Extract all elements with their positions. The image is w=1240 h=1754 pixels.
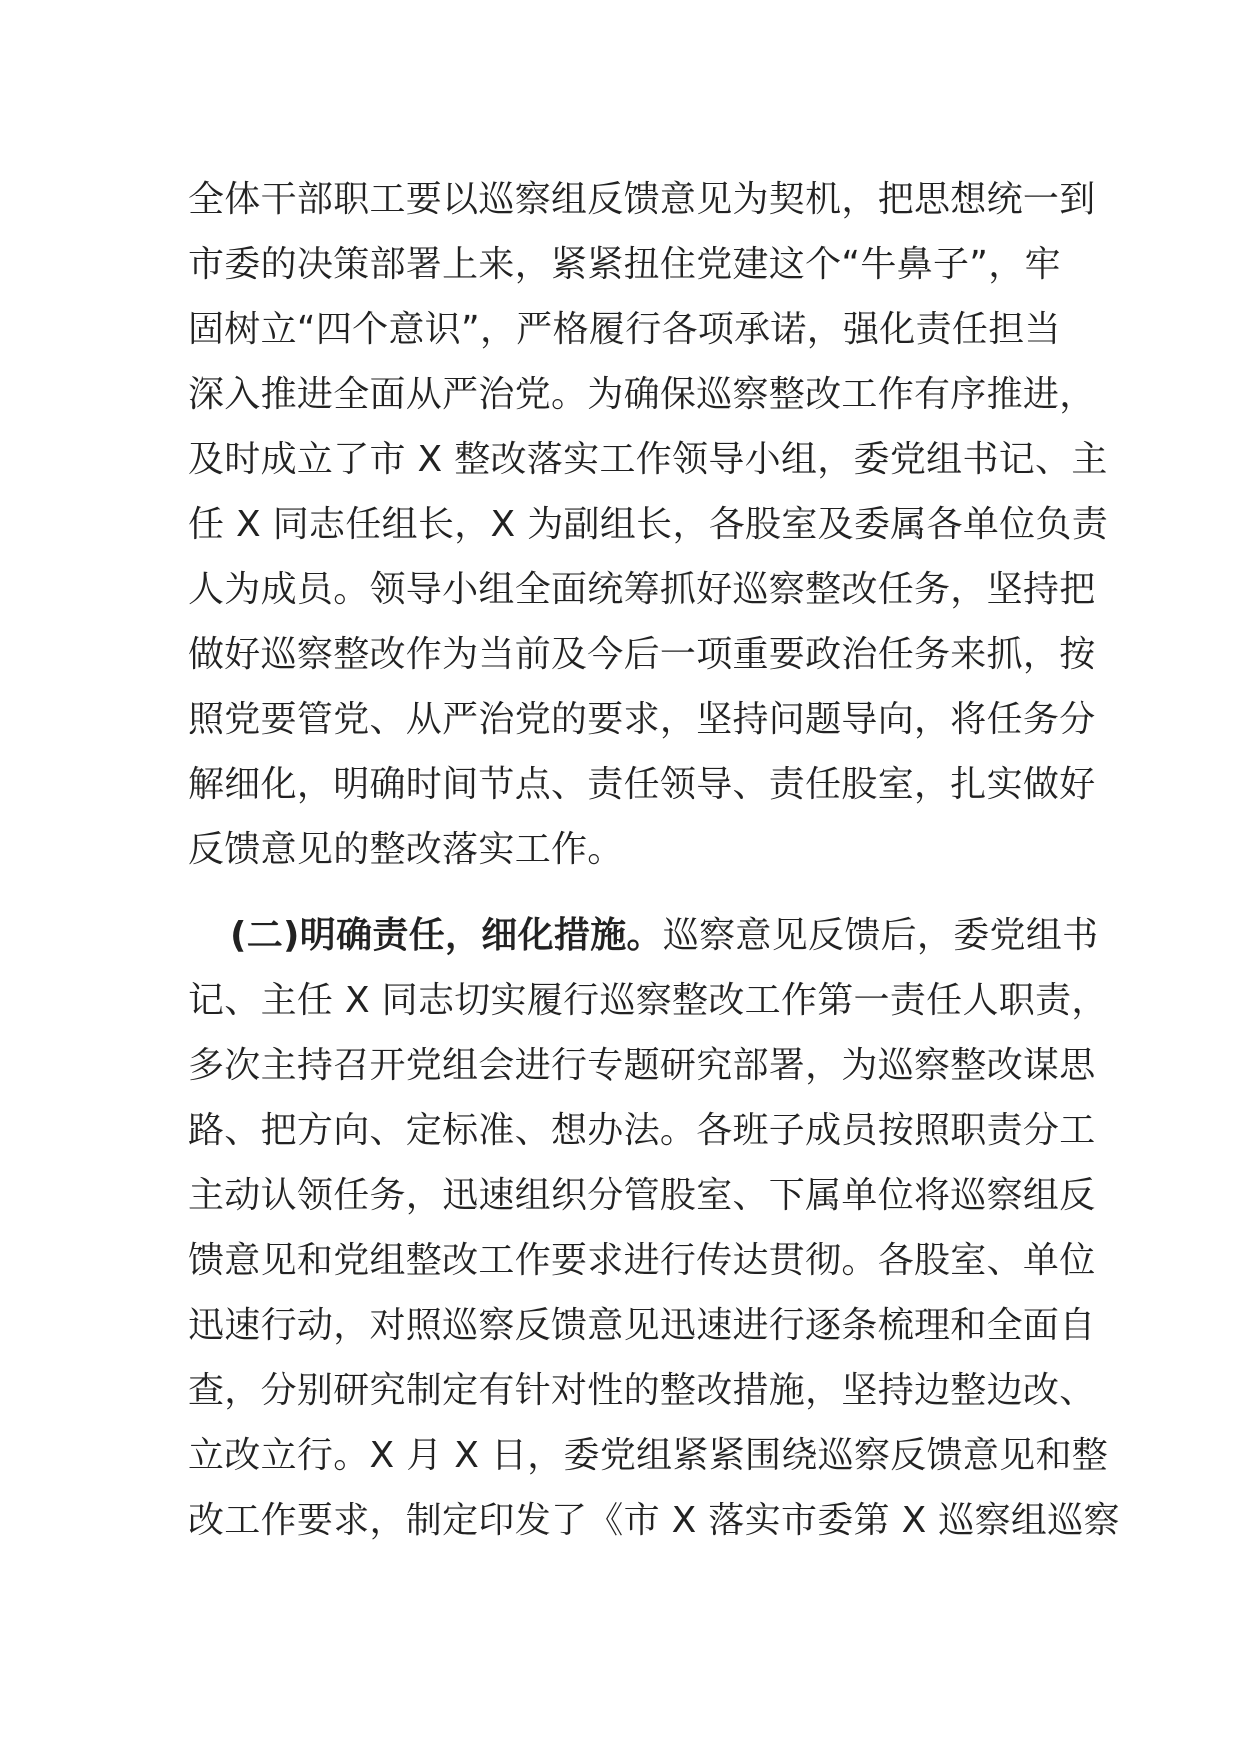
paragraph-line: 解细化，明确时间节点、责任领导、责任股室，扎实做好 — [188, 764, 1096, 805]
paragraph-line-text: 巡察意见反馈后，委党组书 — [662, 915, 1099, 956]
paragraph-line: 查，分别研究制定有针对性的整改措施，坚持边整边改、 — [188, 1370, 1096, 1411]
paragraph-line: 及时成立了市 X 整改落实工作领导小组，委党组书记、主 — [188, 439, 1108, 480]
paragraph-first-line — [188, 903, 1099, 968]
paragraph-line: 照党要管党、从严治党的要求，坚持问题导向，将任务分 — [188, 699, 1096, 740]
paragraph-line: 立改立行。X 月 X 日，委党组紧紧围绕巡察反馈意见和整 — [188, 1435, 1109, 1476]
paragraph-line: 主动认领任务，迅速组织分管股室、下属单位将巡察组反 — [188, 1175, 1096, 1216]
paragraph-line: 全体干部职工要以巡察组反馈意见为契机，把思想统一到 — [188, 179, 1096, 220]
paragraph-line: 人为成员。领导小组全面统筹抓好巡察整改任务，坚持把 — [188, 569, 1096, 610]
paragraph-line: 市委的决策部署上来，紧紧扭住党建这个“牛鼻子”，牢 — [188, 244, 1061, 285]
paragraph-2 — [188, 903, 1120, 1553]
paragraph-line: 固树立“四个意识”，严格履行各项承诺，强化责任担当 — [188, 309, 1061, 350]
section-heading: (二)明确责任，细化措施。 — [230, 915, 663, 956]
paragraph-line: 馈意见和党组整改工作要求进行传达贯彻。各股室、单位 — [188, 1240, 1096, 1281]
paragraph-line: 反馈意见的整改落实工作。 — [188, 829, 624, 870]
paragraph-line: 多次主持召开党组会进行专题研究部署，为巡察整改谋思 — [188, 1045, 1096, 1086]
paragraph-line: 路、把方向、定标准、想办法。各班子成员按照职责分工 — [188, 1110, 1096, 1151]
paragraph-line: 改工作要求，制定印发了《市 X 落实市委第 X 巡察组巡察 — [188, 1500, 1120, 1541]
paragraph-line: 记、主任 X 同志切实履行巡察整改工作第一责任人职责， — [188, 980, 1108, 1021]
paragraph-line: 深入推进全面从严治党。为确保巡察整改工作有序推进， — [188, 374, 1096, 415]
paragraph-line: 做好巡察整改作为当前及今后一项重要政治任务来抓，按 — [188, 634, 1096, 675]
paragraph-1 — [188, 167, 1109, 882]
paragraph-line: 任 X 同志任组长，X 为副组长，各股室及委属各单位负责 — [188, 504, 1109, 545]
paragraph-line: 迅速行动，对照巡察反馈意见迅速进行逐条梳理和全面自 — [188, 1305, 1096, 1346]
